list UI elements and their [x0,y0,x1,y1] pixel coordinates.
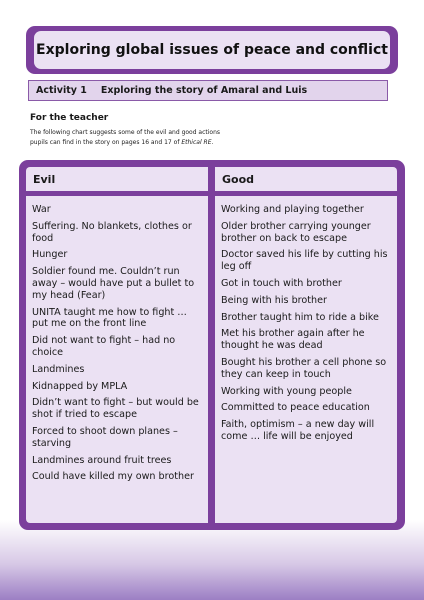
teacher-text-book: Ethical RE [181,138,212,146]
title-banner [26,26,398,74]
evil-good-table [19,160,405,530]
evil-list-item: Landmines around fruit trees [32,454,172,466]
activity-bar [28,80,388,101]
good-list-item: Met his brother again after he thought he was dead [221,328,365,352]
evil-list-item: Hunger [32,249,68,261]
page-title: Exploring global issues of peace and conflict [34,31,390,69]
teacher-text [30,128,270,147]
good-column-header: Good [215,167,397,191]
good-list-item: Faith, optimism – a new day will come … life will be enjoyed [221,419,375,442]
evil-column [26,196,208,523]
evil-list-item: Did not want to fight – had no choice [32,335,176,358]
good-list-item: Being with his brother [221,294,327,306]
evil-list-item: Suffering. No blankets, clothes or food [32,220,192,244]
activity-number: Activity 1 [36,85,87,96]
teacher-text-line1: The following chart suggests some of the evil and good actions [30,129,221,136]
evil-list-item: UNITA taught me how to fight … put me on the front line [32,306,187,330]
good-column [215,196,397,523]
teacher-text-end: . [211,138,214,146]
evil-list-item: Didn’t want to fight – but would be shot if tried to escape [32,397,199,421]
evil-list-item: Could have killed my own brother [32,471,194,483]
good-list-item: Older brother carrying younger brother on back to escape [221,220,371,244]
good-list-item: Working with young people [221,385,352,397]
evil-list-item: War [32,204,51,215]
evil-list-item: Landmines [32,363,85,375]
bottom-gradient-band [0,520,424,600]
evil-list-item: Forced to shoot down planes – starving [32,425,178,449]
good-list-item: Brother taught him to ride a bike [221,311,379,323]
good-list-item: Got in touch with brother [221,277,342,289]
evil-list-item: Soldier found me. Couldn’t run away – would have put a bullet to my head (Fear) [32,266,195,301]
good-list-item: Working and playing together [221,204,364,215]
evil-column-header: Evil [26,167,208,191]
teacher-heading: For the teacher [30,113,109,123]
good-list-item: Committed to peace education [221,402,370,414]
good-list-item: Doctor saved his life by cutting his leg off [221,249,388,273]
activity-name: Exploring the story of Amaral and Luis [100,85,308,96]
evil-list-item: Kidnapped by MPLA [32,380,128,392]
good-list-item: Bought his brother a cell phone so they can keep in touch [221,356,387,380]
teacher-text-line2: pupils can find in the story on pages 16 and 17 of [30,138,182,146]
